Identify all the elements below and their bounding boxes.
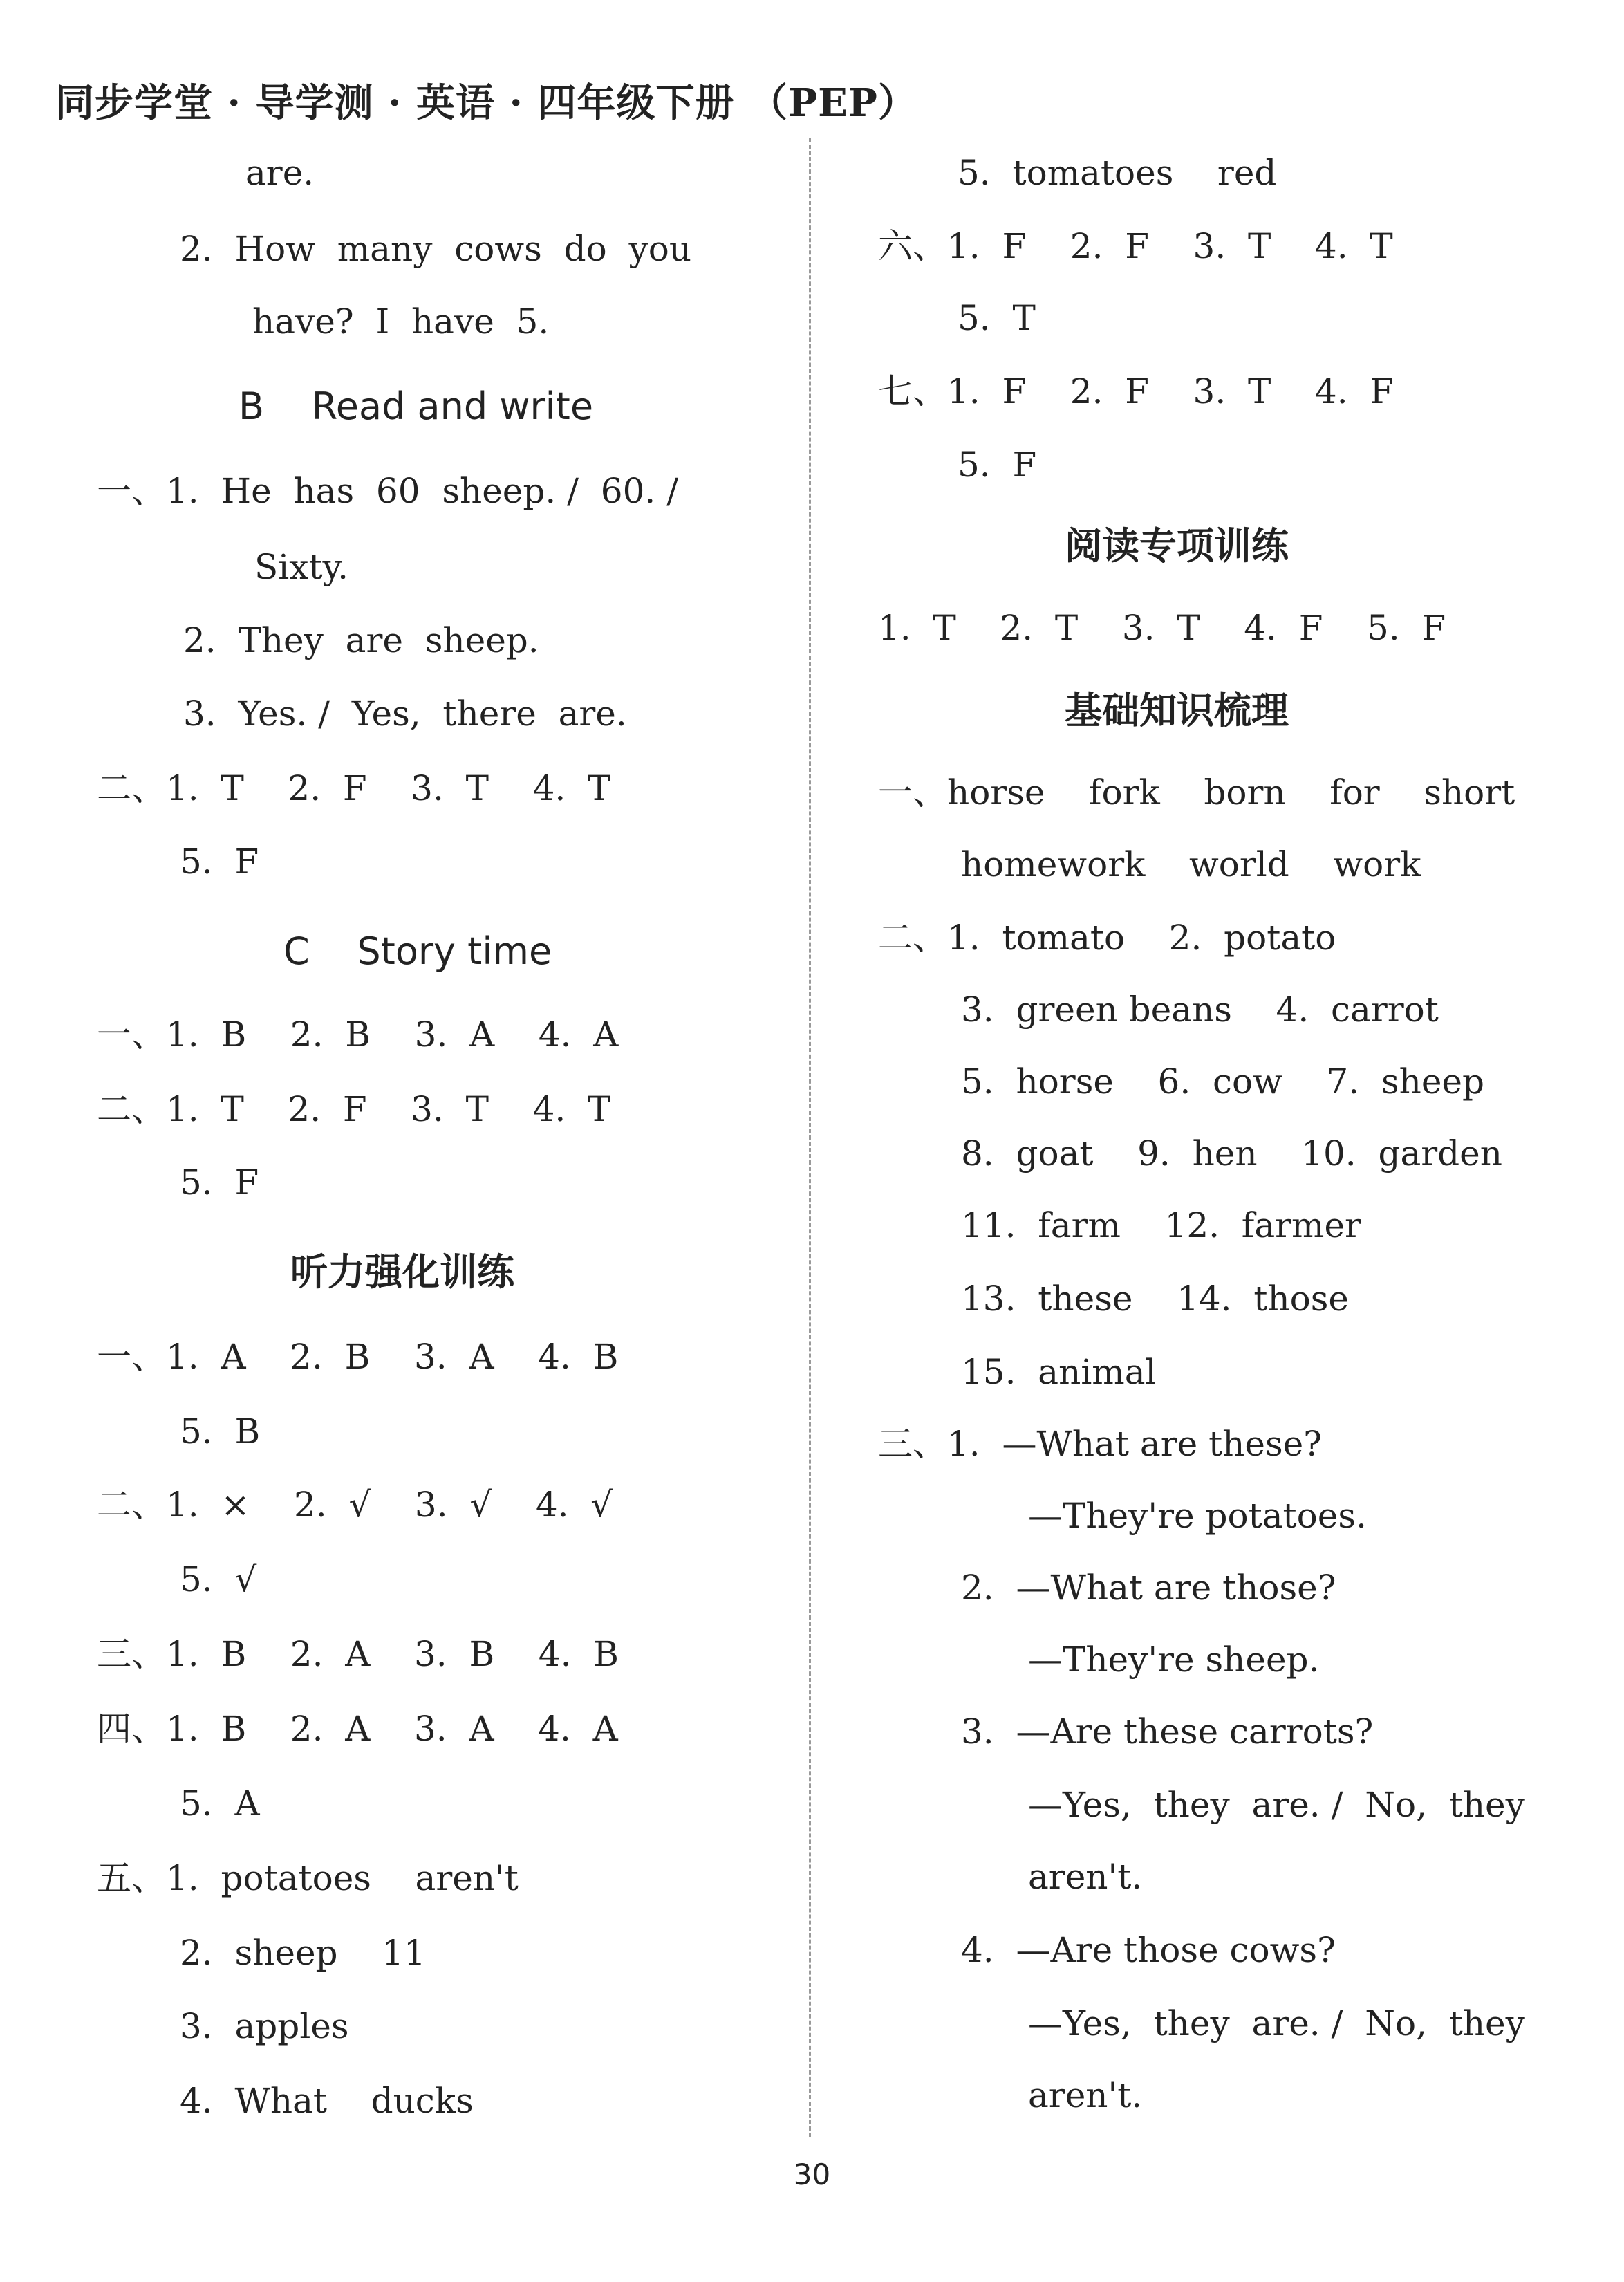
answer-line: 一、1. A 2. B 3. A 4. B [97,1337,619,1377]
answer-line: 2. They are sheep. [183,620,539,660]
answer-line: 11. farm 12. farmer [961,1205,1361,1245]
answer-line: 5. horse 6. cow 7. sheep [961,1061,1485,1102]
answer-line: 5. F [958,445,1037,485]
answer-line: have? I have 5. [252,302,550,342]
answer-line: 三、1. B 2. A 3. B 4. B [97,1634,619,1674]
answer-line: 2. —What are those? [961,1568,1336,1608]
answer-line: Sixty. [254,547,349,587]
answer-line: 4. What ducks [180,2081,474,2121]
answer-line: 四、1. B 2. A 3. A 4. A [97,1709,618,1749]
section-heading: 基础知识梳理 [1065,689,1289,732]
answer-line: 5. B [180,1411,261,1451]
answer-line: 5. √ [180,1559,257,1599]
answer-line: 二、1. T 2. F 3. T 4. T [97,768,611,808]
page-number: 30 [793,2158,831,2191]
answer-line: 5. F [180,1162,259,1203]
answer-line: aren't. [1028,2075,1143,2115]
answer-line: —They're sheep. [1028,1640,1320,1680]
answer-line: 六、1. F 2. F 3. T 4. T [878,226,1393,266]
answer-line: 1. T 2. T 3. T 4. F 5. F [878,608,1446,648]
answer-line: 一、horse fork born for short [878,772,1515,813]
answer-line: 五、1. potatoes aren't [97,1858,519,1898]
answer-line: —Yes, they are. / No, they [1028,1785,1525,1825]
answer-line: 8. goat 9. hen 10. garden [961,1133,1502,1174]
answer-line: 4. —Are those cows? [961,1930,1336,1970]
answer-line: 3. apples [180,2006,349,2046]
answer-line: 2. sheep 11 [180,1933,426,1973]
answer-line: 二、1. T 2. F 3. T 4. T [97,1089,611,1129]
answer-line: aren't. [1028,1857,1143,1897]
answer-line: 2. How many cows do you [180,229,692,269]
answer-line: 13. these 14. those [961,1279,1349,1319]
answer-line: 15. animal [961,1352,1157,1392]
answer-line: 3. green beans 4. carrot [961,990,1439,1030]
answer-line: homework world work [961,844,1421,884]
answer-line: 一、1. He has 60 sheep. / 60. / [97,471,679,511]
answer-line: 5. T [958,298,1036,338]
section-heading: C Story time [283,929,552,973]
section-heading: 听力强化训练 [290,1250,514,1294]
answer-line: 三、1. —What are these? [878,1424,1323,1464]
answer-line: 二、1. × 2. √ 3. √ 4. √ [97,1485,613,1525]
answer-line: 5. F [180,842,259,882]
answer-line: 二、1. tomato 2. potato [878,918,1336,958]
page-header: 同步学堂 · 导学测 · 英语 · 四年级下册 （PEP） [55,80,917,126]
column-divider [809,138,811,2137]
answer-line: 七、1. F 2. F 3. T 4. F [878,371,1394,411]
answer-line: 3. —Are these carrots? [961,1712,1374,1752]
answer-line: —They're potatoes. [1028,1496,1367,1536]
answer-line: are. [245,153,315,193]
answer-line: 5. A [180,1783,260,1824]
answer-line: 5. tomatoes red [958,153,1277,193]
answer-line: 一、1. B 2. B 3. A 4. A [97,1014,619,1055]
section-heading: 阅读专项训练 [1065,524,1289,568]
answer-line: 3. Yes. / Yes, there are. [183,694,627,734]
answer-line: —Yes, they are. / No, they [1028,2003,1525,2043]
section-heading: B Read and write [239,384,594,428]
